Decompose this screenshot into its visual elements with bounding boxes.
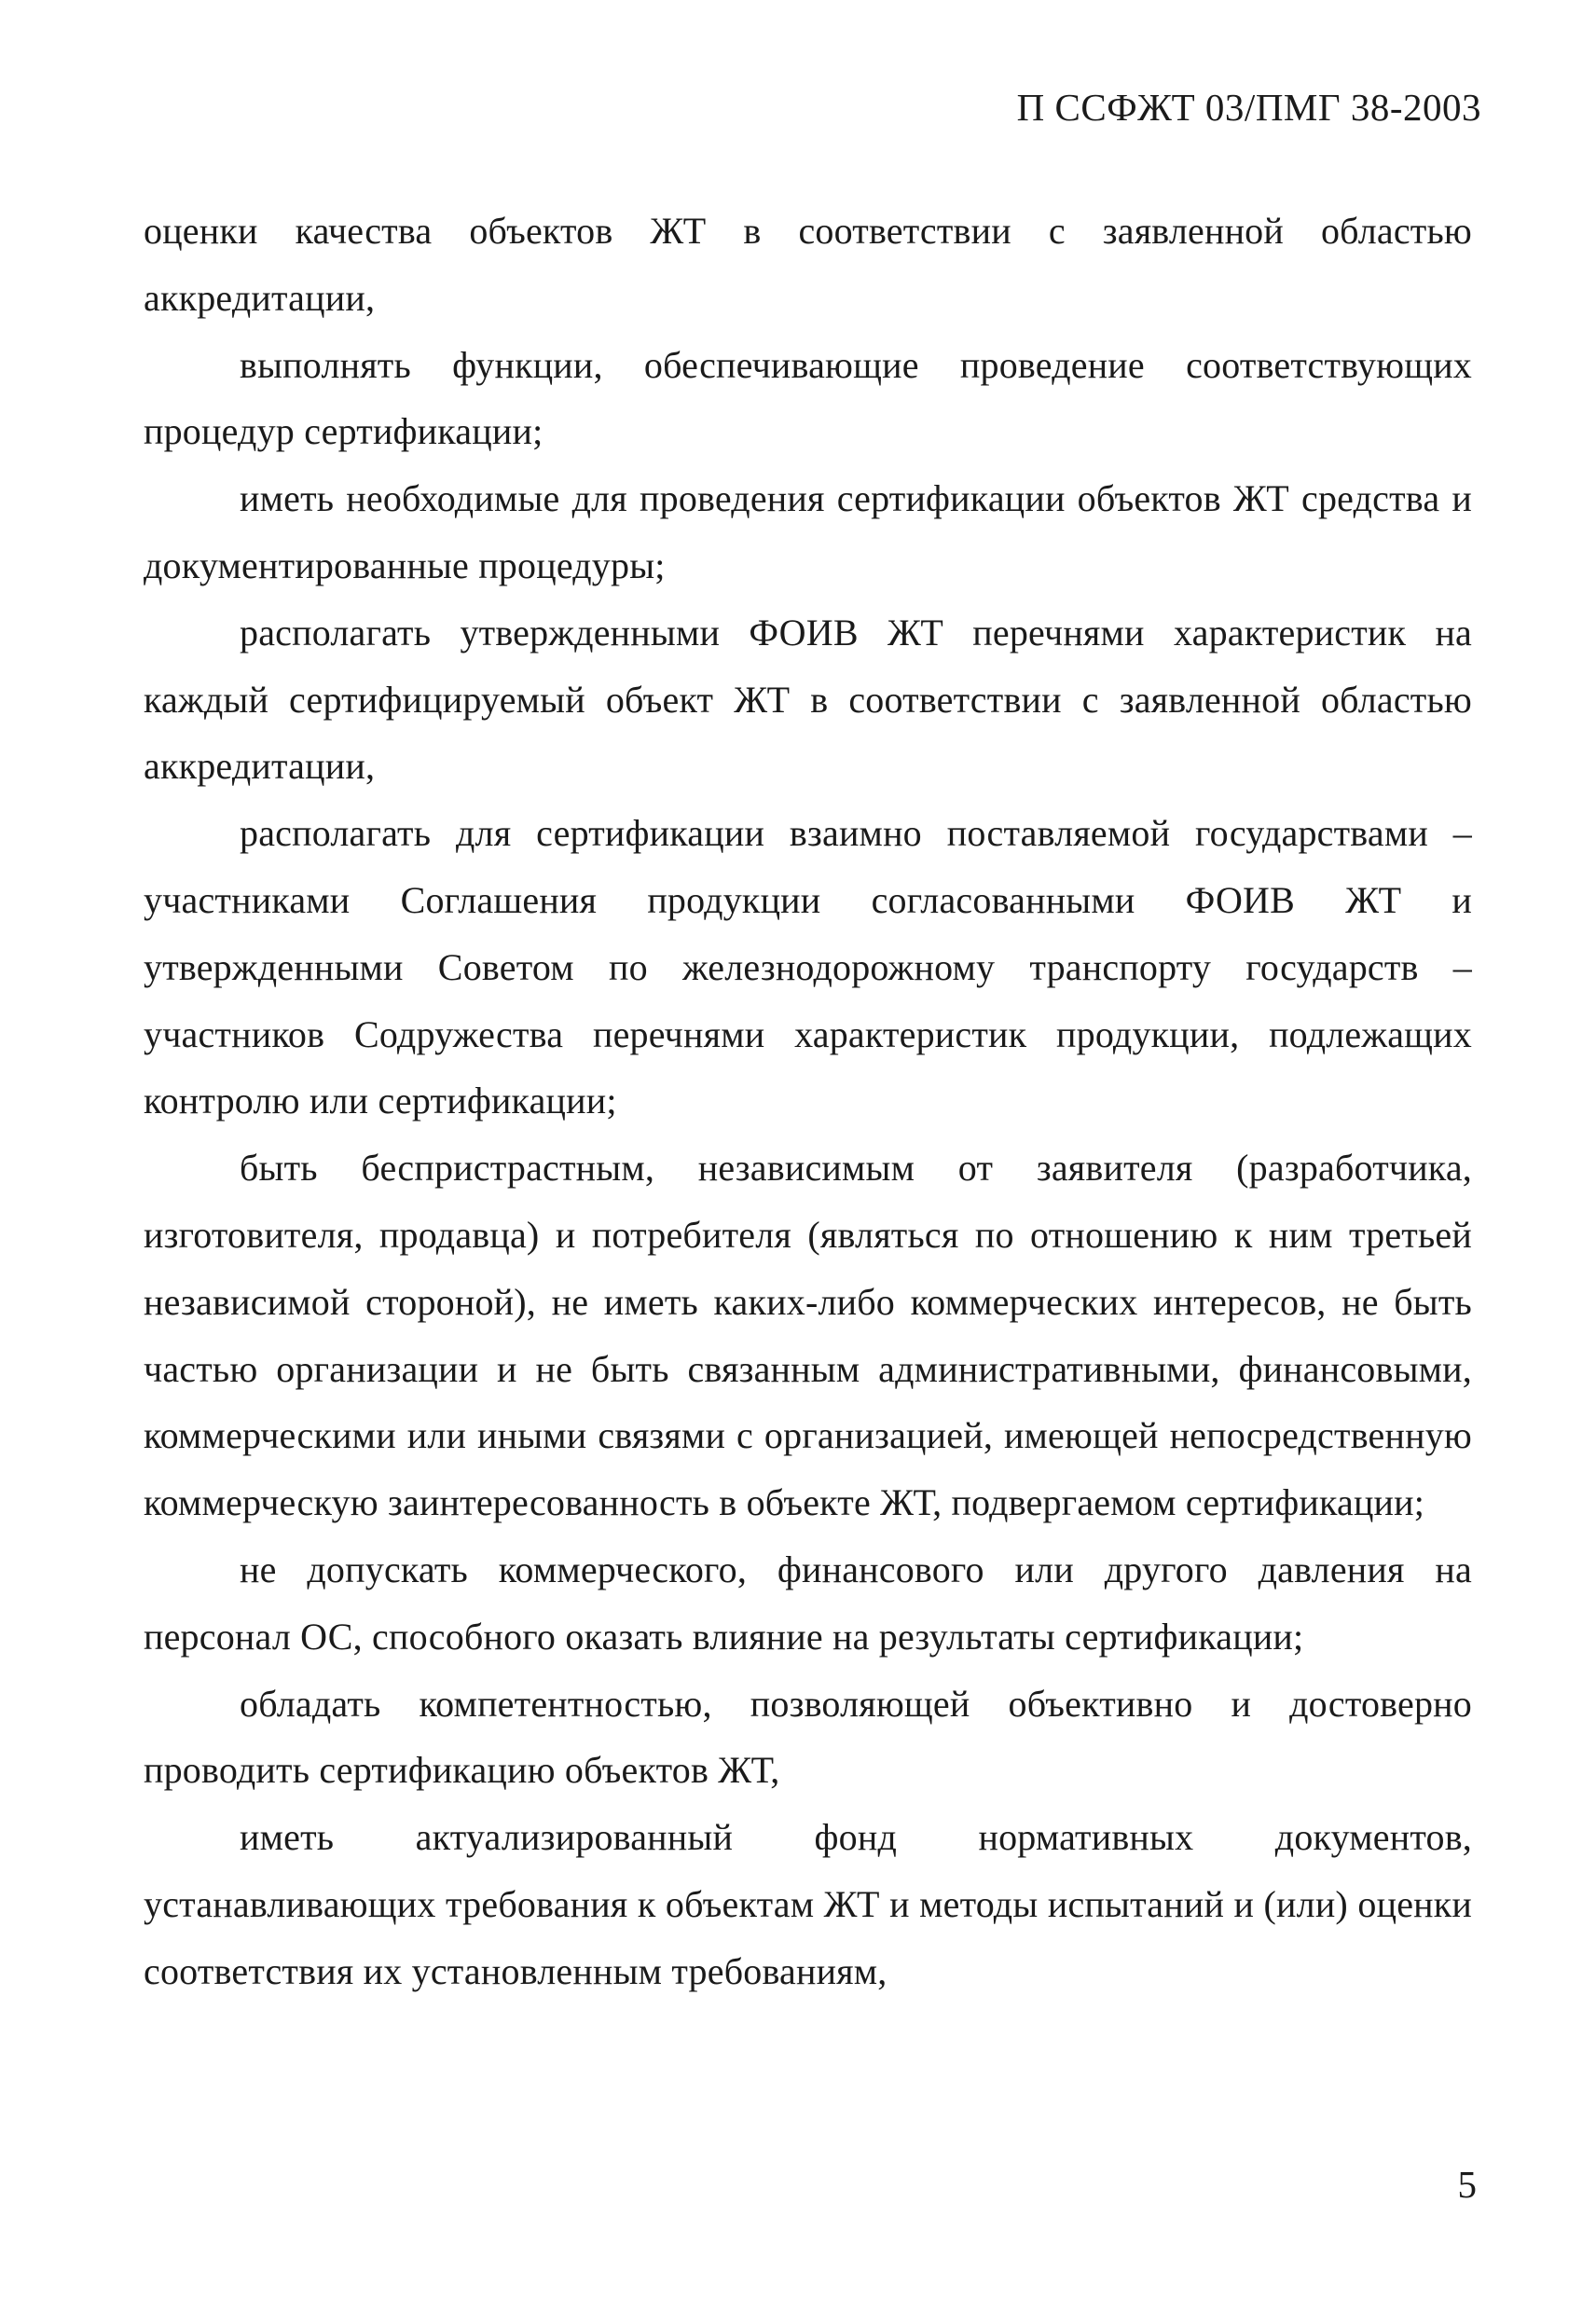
paragraph-continuation: оценки качества объектов ЖТ в соответствии с заявленной областью аккредитации,	[144, 210, 1472, 319]
paragraph: выполнять функции, обеспечивающие проведение соответствующих процедур сертификации;	[144, 343, 1472, 453]
paragraph: не допускать коммерческого, финансового или другого давления на персонал ОС, способного оказать влияние на результаты сертификации;	[144, 1548, 1472, 1658]
paragraph: иметь необходимые для проведения сертификации объектов ЖТ средства и документированные процедуры;	[144, 477, 1472, 586]
page-number: 5	[1457, 2163, 1477, 2206]
document-code-header: П ССФЖТ 03/ПМГ 38-2003	[1016, 86, 1481, 129]
paragraph: быть беспристрастным, независимым от заявителя (разработчика, изготовителя, продавца) и потребителя (являться по отношению к ним третьей независимой стороной), не иметь каких-либо коммерческих интересов, не быть частью организации и не быть связанным административными, финансовыми, коммерческими или иными связями с организацией, имеющей непосредственную коммерческую заинтересованность в объекте ЖТ, подвергаемом сертификации;	[144, 1147, 1472, 1524]
paragraph: обладать компетентностью, позволяющей объективно и достоверно проводить сертификацию объектов ЖТ,	[144, 1682, 1472, 1792]
paragraph: располагать утвержденными ФОИВ ЖТ перечнями характеристик на каждый сертифицируемый объект ЖТ в соответствии с заявленной областью аккредитации,	[144, 611, 1472, 788]
document-body	[144, 198, 1472, 2005]
paragraph: располагать для сертификации взаимно поставляемой государствами – участниками Соглашения продукции согласованными ФОИВ ЖТ и утвержденными Советом по железнодорожному транспорту государств – участников Содружества перечнями характеристик продукции, подлежащих контролю или сертификации;	[144, 812, 1472, 1122]
paragraph: иметь актуализированный фонд нормативных документов, устанавливающих требования к объектам ЖТ и методы испытаний и (или) оценки соответствия их установленным требованиям,	[144, 1816, 1472, 1992]
